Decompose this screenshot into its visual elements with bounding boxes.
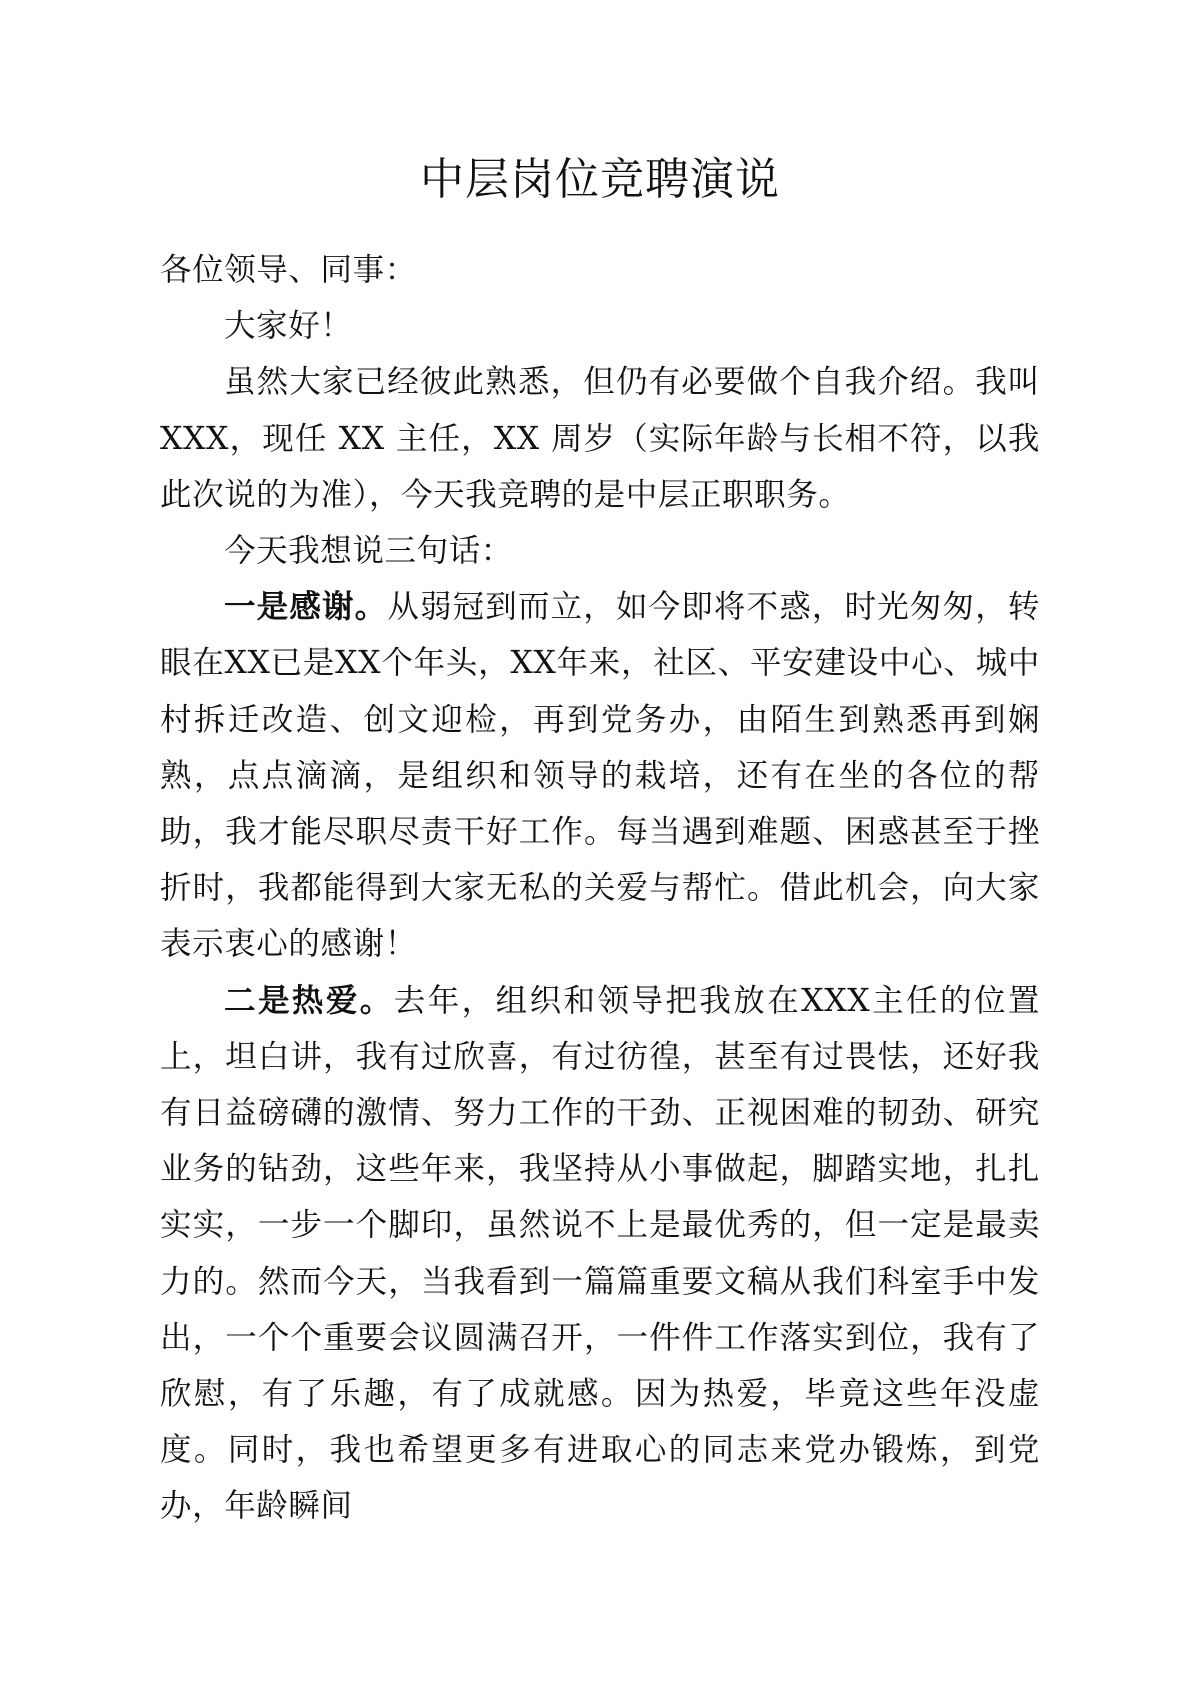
point-thanks-lead: 一是感谢。 <box>224 588 388 626</box>
point-love-lead: 二是热爱。 <box>224 981 394 1019</box>
intro-paragraph: 虽然大家已经彼此熟悉，但仍有必要做个自我介绍。我叫XXX，现任 XX 主任，XX 周岁（实际年龄与长相不符，以我此次说的为准），今天我竞聘的是中层正职职务。 <box>160 364 1040 513</box>
document-title: 中层岗位竞聘演说 <box>420 154 780 205</box>
point-thanks-text: 从弱冠到而立，如今即将不惑，时光匆匆，转眼在XX已是XX个年头，XX年来，社区、平安建设中心、城中村拆迁改造、创文迎检，再到党务办，由陌生到熟悉再到娴熟，点点滴滴，是组织和领导的栽培，还有在坐的各位的帮助，我才能尽职尽责干好工作。每当遇到难题、困惑甚至于挫折时，我都能得到大家无私的关爱与帮忙。借此机会，向大家表示衷心的感谢！ <box>160 589 1040 963</box>
three-words-intro: 今天我想说三句话： <box>224 533 513 570</box>
point-love-paragraph <box>160 973 1040 1535</box>
salutation: 各位领导、同事： <box>160 252 417 288</box>
point-thanks-paragraph <box>160 579 1040 972</box>
document-body <box>160 242 1040 1535</box>
point-love-text: 去年，组织和领导把我放在XXX主任的位置上，坦白讲，我有过欣喜，有过彷徨，甚至有过畏怯，还好我有日益磅礴的激情、努力工作的干劲、正视困难的韧劲、研究业务的钻劲，这些年来，我坚持从小事做起，脚踏实地，扎扎实实，一步一个脚印，虽然说不上是最优秀的，但一定是最卖力的。然而今天，当我看到一篇篇重要文稿从我们科室手中发出，一个个重要会议圆满召开，一件件工作落实到位，我有了欣慰，有了乐趣，有了成就感。因为热爱，毕竟这些年没虚度。同时，我也希望更多有进取心的同志来党办锻炼，到党办，年龄瞬间 <box>160 982 1040 1525</box>
greeting: 大家好！ <box>224 308 353 345</box>
